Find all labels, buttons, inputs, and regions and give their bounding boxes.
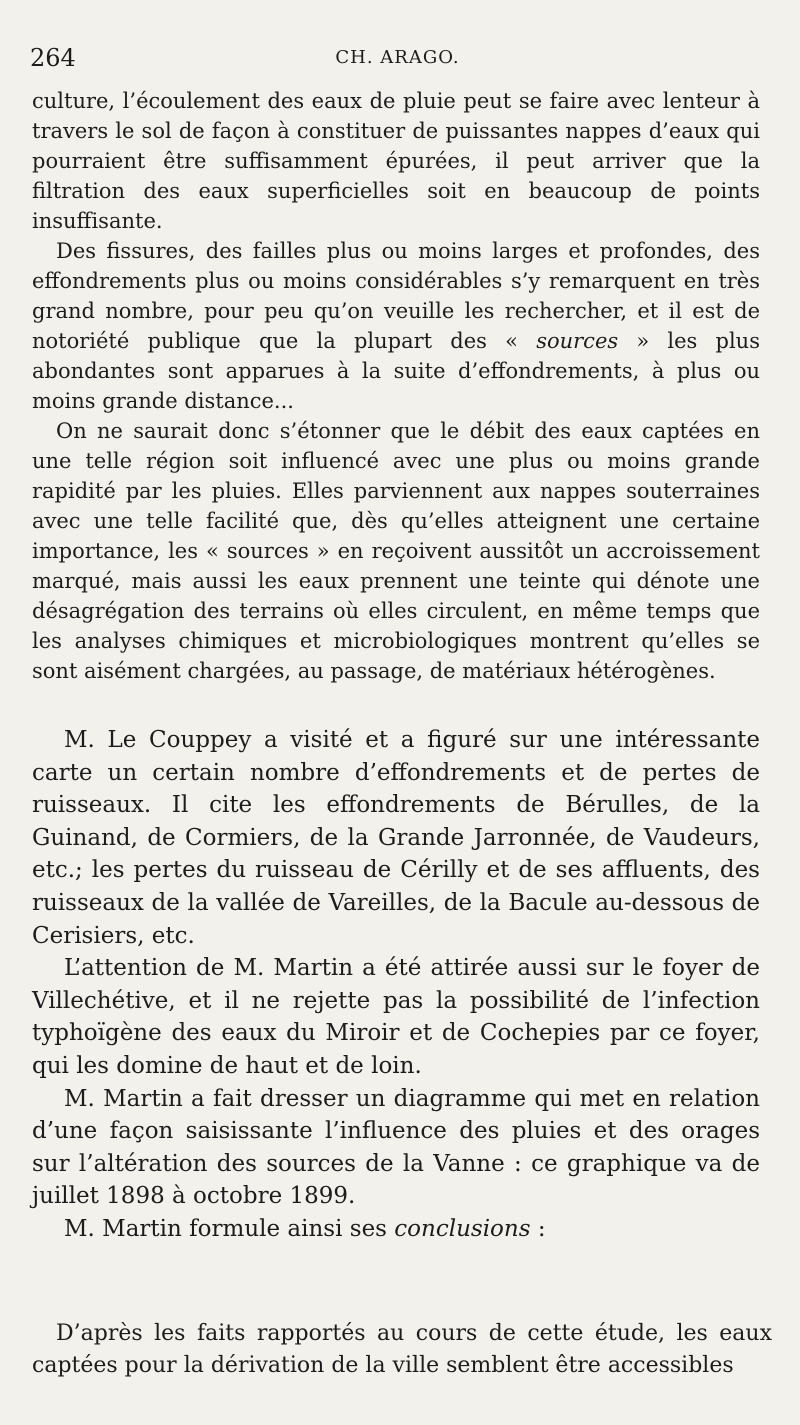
paragraph: L’attention de M. Martin a été attirée aussi sur le foyer de Villechétive, et il ne rejette pas la possibilité de l’infection typhoïgène des eaux du Miroir et de Cochepies par ce foyer, qui les domine de haut et de loin.	[32, 955, 760, 1079]
paragraph-text: Des fissures, des failles plus ou moins larges et profondes, des effondrements plus ou moins considérables s’y remarquent en très grand nombre, pour peu qu’on veuille les rechercher, et il est de notoriété publique que la plupart des «	[32, 239, 760, 353]
paragraph-text: :	[530, 1215, 546, 1242]
paragraph-text: » les plus abondantes sont apparues à la suite d’effondrements, à plus ou moins grande distance...	[32, 329, 760, 413]
paragraph	[32, 1213, 760, 1246]
running-head: CH. ARAGO.	[335, 47, 460, 68]
paragraph	[32, 236, 760, 416]
paragraph: culture, l’écoulement des eaux de pluie peut se faire avec lenteur à travers le sol de façon à constituer de puissantes nappes d’eaux qui pourraient être suffisamment épurées, il peut arriver que la filtration des eaux superficielles soit en beaucoup de points insuffisante.	[32, 89, 760, 233]
quoted-text-block	[32, 86, 760, 686]
paragraph-text: M. Martin formule ainsi ses	[64, 1215, 395, 1242]
paragraph: M. Le Couppey a visité et a figuré sur une intéressante carte un certain nombre d’effondrements et de pertes de ruisseaux. Il cite les effondrements de Bérulles, de la Guinand, de Cormiers, de la Grande Jarronnée, de Vaudeurs, etc.; les pertes du ruisseau de Cérilly et de ses affluents, des ruisseaux de la vallée de Vareilles, de la Bacule au-dessous de Cerisiers, etc.	[32, 727, 760, 949]
paragraph: On ne saurait donc s’étonner que le débit des eaux captées en une telle région soit influencé avec une plus ou moins grande rapidité par les pluies. Elles parviennent aux nappes souterraines avec une telle facilité que, dès qu’elles atteignent une certaine importance, les « sources » en reçoivent aussitôt un accroissement marqué, mais aussi les eaux prennent une teinte qui dénote une désagrégation des terrains où elles circulent, en même temps que les analyses chimiques et microbiologiques montrent qu’elles se sont aisément chargées, au passage, de matériaux hétérogènes.	[32, 419, 760, 683]
conclusion-text-block	[32, 1318, 772, 1382]
main-text-block	[32, 724, 760, 1246]
paragraph: M. Martin a fait dresser un diagramme qui met en relation d’une façon saisissante l’influence des pluies et des orages sur l’altération des sources de la Vanne : ce graphique va de juillet 1898 à octobre 1899.	[32, 1085, 760, 1210]
paragraph: D’après les faits rapportés au cours de cette étude, les eaux captées pour la dérivation de la ville semblent être accessibles	[32, 1321, 772, 1378]
page-number: 264	[30, 44, 76, 72]
page-header	[30, 44, 765, 76]
emphasis: sources	[536, 329, 619, 353]
emphasis: conclusions	[394, 1215, 531, 1242]
